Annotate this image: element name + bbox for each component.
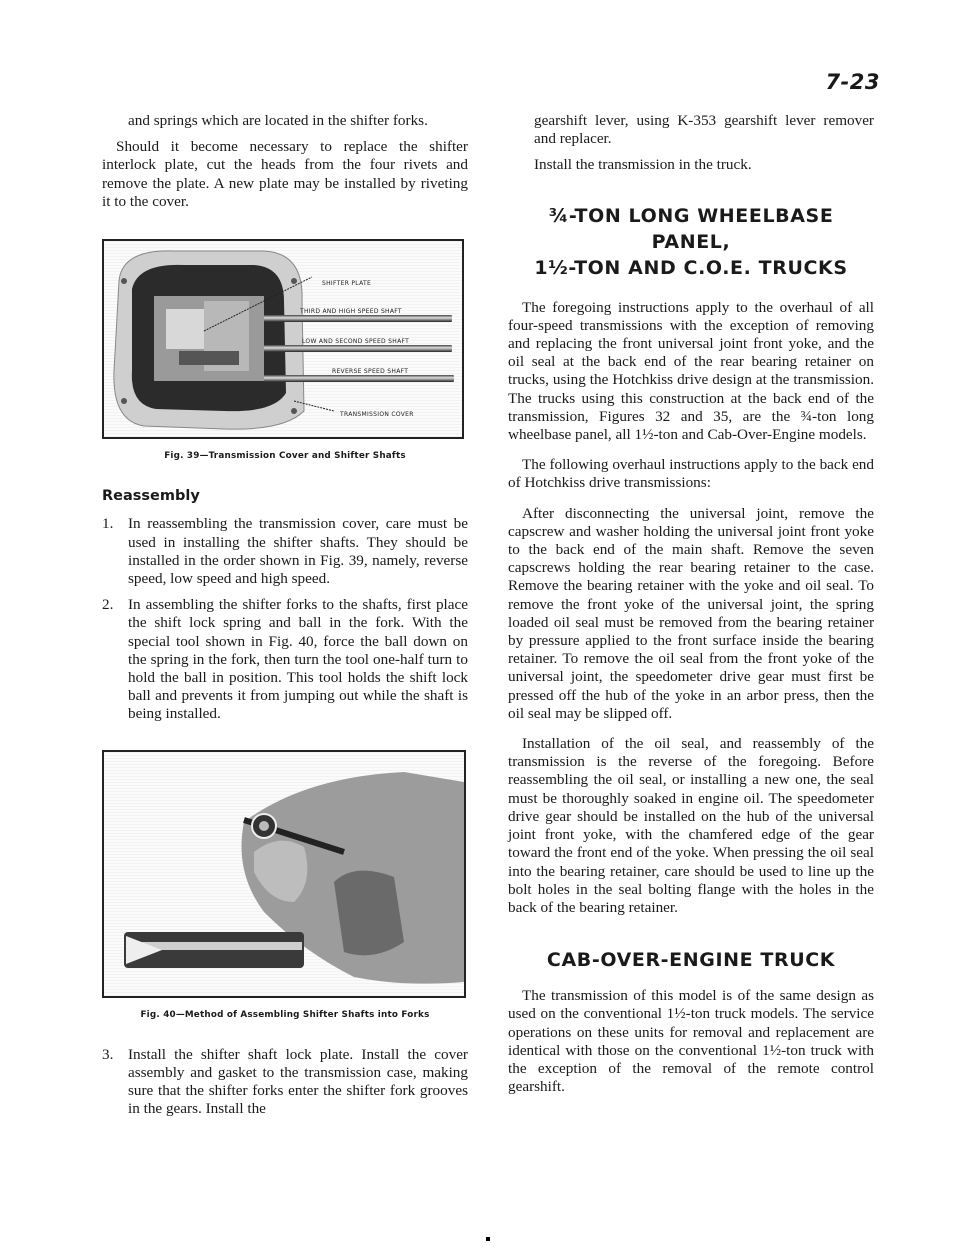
hand-tool-illustration xyxy=(104,752,464,996)
section-heading-line-1: ¾-TON LONG WHEELBASE PANEL, xyxy=(548,204,834,253)
paragraph-interlock-plate: Should it become necessary to replace the shifter interlock plate, cut the heads from the four rivets and remove the plate. A new plate may be installed by riveting it to the cover. xyxy=(102,138,468,210)
step-1 xyxy=(102,515,468,588)
step-3 xyxy=(102,1046,468,1119)
paragraph-following: The following overhaul instructions apply to the back end of Hotchkiss drive transmissions: xyxy=(508,456,874,492)
label-reverse-shaft: REVERSE SPEED SHAFT xyxy=(332,368,409,376)
paragraph-installation: Installation of the oil seal, and reassembly of the transmission is the reverse of the foregoing. Before reassembling the oil seal, or installing a new one, the seal must be thoroughly soaked in engine oil. The speedometer drive gear should be installed on the hub of the universal joint front yoke, with the chamfered edge of the gear toward the front end of the yoke. When pressing the oil seal into the bearing retainer, care should be used to line up the bolt holes in the seal bolting flange with the holes in the back of the bearing retainer. xyxy=(508,735,874,916)
step-number: 1. xyxy=(102,515,114,533)
paragraph-foregoing: The foregoing instructions apply to the overhaul of all four-speed transmissions with the exception of removing and replacing the front universal joint front yoke, and the oil seal at the back end of the rear bearing retainer on trucks, using the Hotchkiss drive design at the transmission. The trucks using this construction at the back end of the transmission, Figures 32 and 35, are the ¾-ton long wheelbase panel, all 1½-ton and Cab-Over-Engine models. xyxy=(508,298,874,444)
label-third-high-shaft: THIRD AND HIGH SPEED SHAFT xyxy=(300,308,402,316)
page-mark xyxy=(486,1237,490,1241)
figure-39-caption: Fig. 39—Transmission Cover and Shifter Shafts xyxy=(164,451,406,462)
step-number: 3. xyxy=(102,1045,114,1063)
figure-40-image xyxy=(102,750,466,998)
label-low-second-shaft: LOW AND SECOND SPEED SHAFT xyxy=(302,338,410,346)
section-heading-panel xyxy=(508,203,874,281)
paragraph-install-transmission: Install the transmission in the truck. xyxy=(534,156,752,174)
paragraph-continued: and springs which are located in the shifter forks. xyxy=(128,112,428,129)
page-number: 7-23 xyxy=(825,70,880,94)
section-heading-line-2: 1½-TON AND C.O.E. TRUCKS xyxy=(534,256,848,279)
section-heading-coe: CAB-OVER-ENGINE TRUCK xyxy=(546,949,836,972)
step-number: 2. xyxy=(102,596,114,614)
step-text: In assembling the shifter forks to the shafts, first place the shift lock spring and ball in the fork. With the special tool shown in Fig. 40, force the ball down on the spring in the fork, then turn the tool one-half turn to hold the ball in position. This tool holds the shift lock ball and prevents it from jumping out while the shaft is being installed. xyxy=(128,596,468,723)
figure-40-caption: Fig. 40—Method of Assembling Shifter Shafts into Forks xyxy=(140,1009,430,1020)
step-text: Install the shifter shaft lock plate. Install the cover assembly and gasket to the transmission case, making sure that the shifter forks enter the shifter fork grooves in the gears. Install the xyxy=(128,1045,468,1118)
paragraph-after-disconnecting: After disconnecting the universal joint, remove the capscrew and washer holding the universal joint front yoke to the back end of the main shaft. Remove the seven capscrews holding the rear bearing retainer to the case. Remove the bearing retainer with the yoke and oil seal. To remove the front yoke of the universal joint, the spring loaded oil seal must be removed from the bearing retainer by pressure applied to the front surface inside the bearing retainer. To remove the oil seal from the front yoke of the universal joint, the speedometer drive gear must first be pressed off the hub of the yoke in an arbor press, then the oil seal may be slipped off. xyxy=(508,504,874,722)
figure-39-image xyxy=(102,239,464,439)
step-text: In reassembling the transmission cover, care must be used in installing the shifter shafts. They should be installed in the order shown in Fig. 39, namely, reverse speed, low speed and high speed. xyxy=(128,515,468,588)
left-column xyxy=(102,112,468,1127)
step-2 xyxy=(102,596,468,723)
label-transmission-cover: TRANSMISSION COVER xyxy=(340,411,414,419)
label-shifter-plate: SHIFTER PLATE xyxy=(322,280,372,288)
paragraph-coe: The transmission of this model is of the same design as used on the conventional 1½-ton truck models. The service operations on these units for removal and replacement are identical with those on the conventional 1½-ton truck with the exception of the removal of the remote control gearshift. xyxy=(508,987,874,1096)
reassembly-heading: Reassembly xyxy=(102,488,200,505)
figure-39 xyxy=(102,239,468,465)
right-column xyxy=(508,112,874,1104)
paragraph-gearshift: gearshift lever, using K-353 gearshift lever remover and replacer. xyxy=(534,112,874,148)
figure-40 xyxy=(102,750,468,1024)
